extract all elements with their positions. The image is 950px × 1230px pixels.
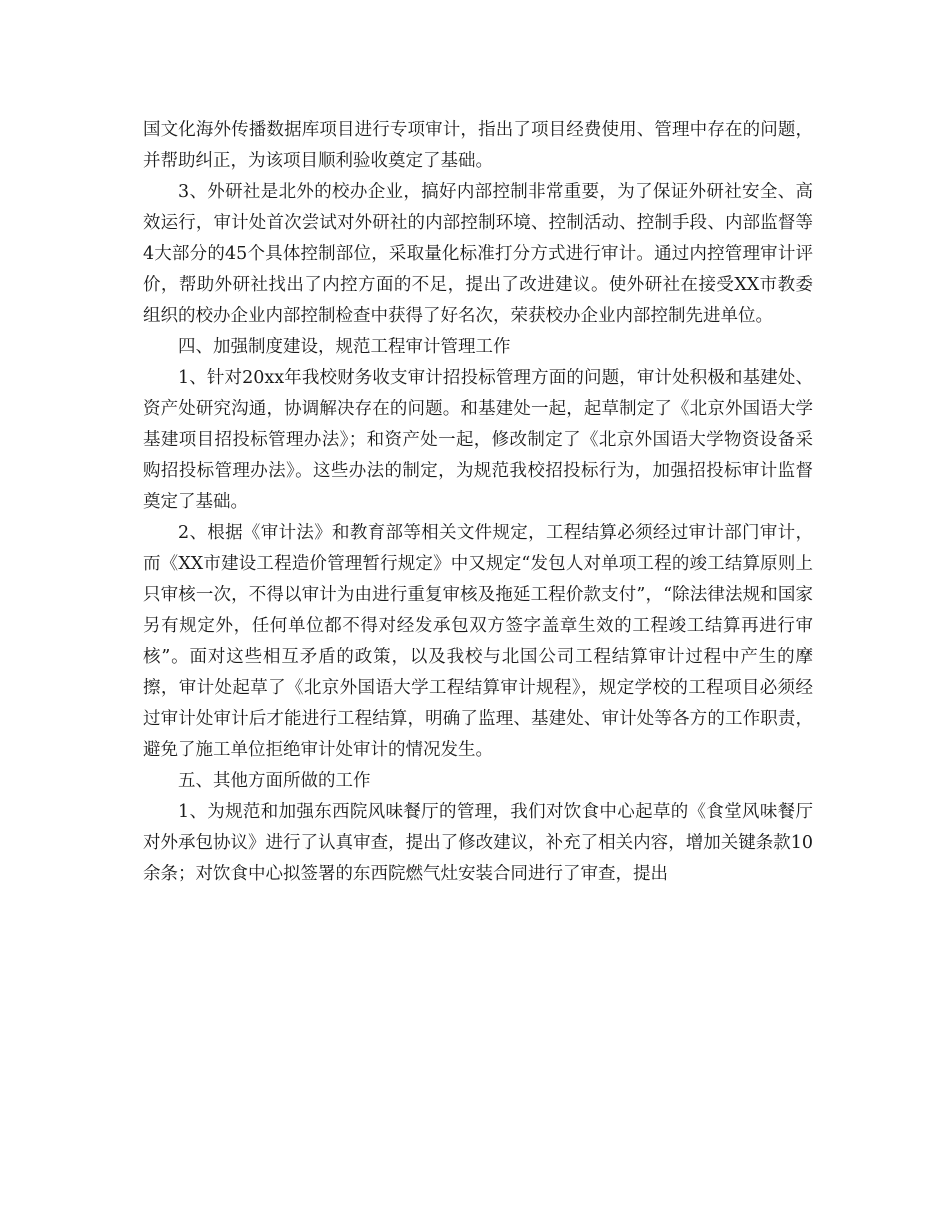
paragraph-5: 1、为规范和加强东西院风味餐厅的管理，我们对饮食中心起草的《食堂风味餐厅对外承包协议》进行了认真审查，提出了修改建议，补充了相关内容，增加关键条款10余条；对饮食中心拟签署的东西院燃气灶安装合同进行了审查，提出	[143, 802, 813, 884]
paragraph-1: 国文化海外传播数据库项目进行专项审计，指出了项目经费使用、管理中存在的问题，并帮助纠正，为该项目顺利验收奠定了基础。	[143, 120, 813, 171]
document-body	[143, 115, 813, 890]
paragraph-3: 1、针对20xx年我校财务收支审计招投标管理方面的问题，审计处积极和基建处、资产处研究沟通，协调解决存在的问题。和基建处一起，起草制定了《北京外国语大学基建项目招投标管理办法》；和资产处一起，修改制定了《北京外国语大学物资设备采购招投标管理办法》。这些办法的制定，为规范我校招投标行为，加强招投标审计监督奠定了基础。	[143, 368, 813, 512]
section-heading-4: 四、加强制度建设，规范工程审计管理工作	[178, 337, 511, 357]
paragraph-4: 2、根据《审计法》和教育部等相关文件规定，工程结算必须经过审计部门审计，而《XX市建设工程造价管理暂行规定》中又规定“发包人对单项工程的竣工结算原则上只审核一次，不得以审计为由进行重复审核及拖延工程价款支付”，“除法律法规和国家另有规定外，任何单位都不得对经发承包双方签字盖章生效的工程竣工结算再进行审核”。面对这些相互矛盾的政策，以及我校与北国公司工程结算审计过程中产生的摩擦，审计处起草了《北京外国语大学工程结算审计规程》，规定学校的工程项目必须经过审计处审计后才能进行工程结算，明确了监理、基建处、审计处等各方的工作职责，避免了施工单位拒绝审计处审计的情况发生。	[143, 523, 813, 760]
paragraph-2: 3、外研社是北外的校办企业，搞好内部控制非常重要，为了保证外研社安全、高效运行，审计处首次尝试对外研社的内部控制环境、控制活动、控制手段、内部监督等4大部分的45个具体控制部位，采取量化标准打分方式进行审计。通过内控管理审计评价，帮助外研社找出了内控方面的不足，提出了改进建议。使外研社在接受XX市教委组织的校办企业内部控制检查中获得了好名次，荣获校办企业内部控制先进单位。	[143, 182, 813, 326]
section-heading-5: 五、其他方面所做的工作	[178, 771, 371, 791]
